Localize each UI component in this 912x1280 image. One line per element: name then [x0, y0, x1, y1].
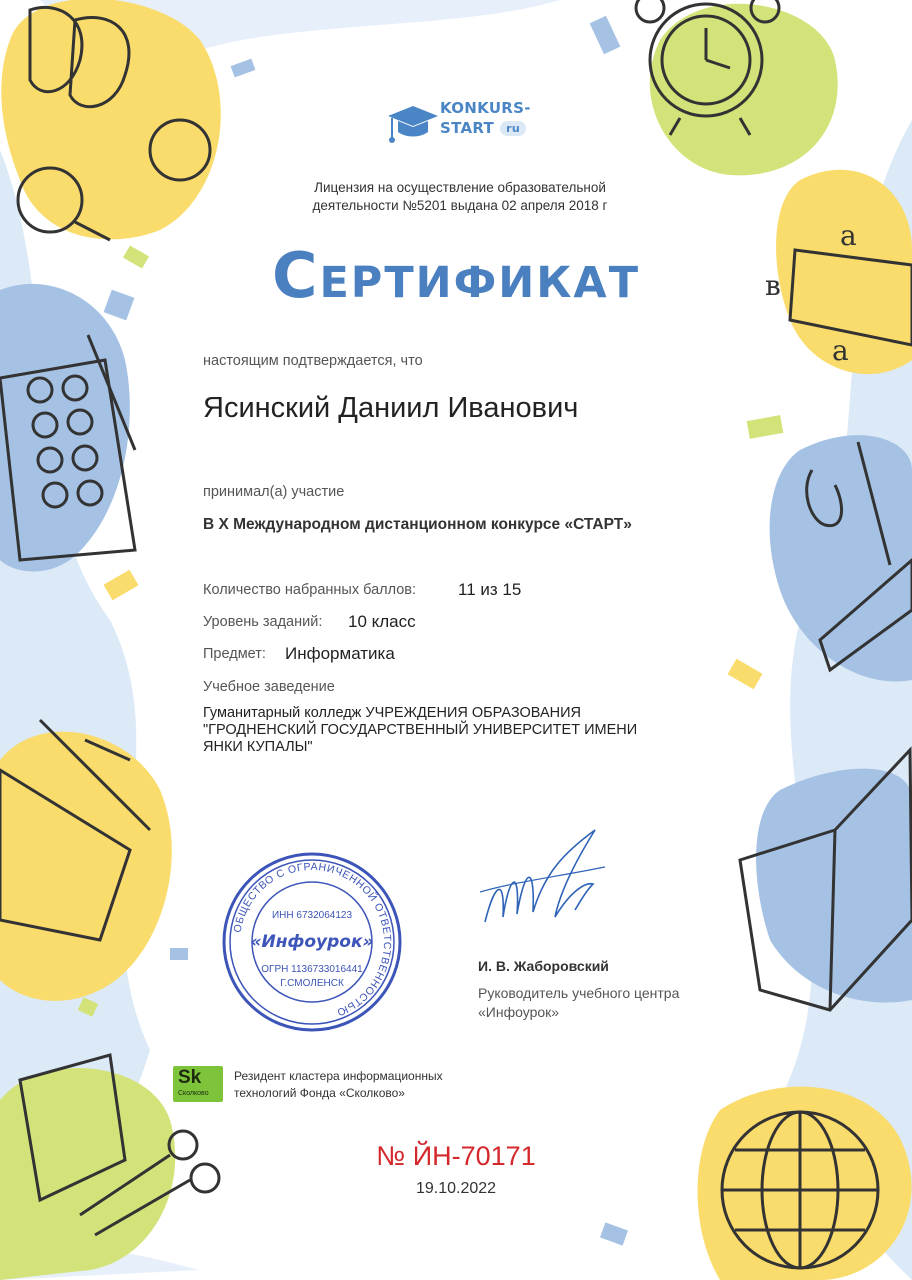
- score-label: Количество набранных баллов:: [203, 582, 417, 598]
- signer-role: [478, 984, 758, 1022]
- signer-role-line2: «Инфоурок»: [478, 1004, 560, 1020]
- institution-name: [203, 705, 673, 756]
- skolkovo-line1: Резидент кластера информационных: [234, 1069, 443, 1083]
- institution-line1: Гуманитарный колледж УЧРЕЖДЕНИЯ ОБРАЗОВАНИЯ: [203, 705, 581, 721]
- certificate-number: № ЙН-70171: [376, 1141, 536, 1171]
- skolkovo-line2: технологий Фонда «Сколково»: [234, 1086, 405, 1100]
- subject-value: Информатика: [285, 644, 395, 663]
- participated-label: принимал(а) участие: [203, 484, 345, 500]
- logo-tld: ru: [500, 121, 526, 136]
- signer-name: И. В. Жаборовский: [478, 958, 609, 974]
- stamp-city: Г.СМОЛЕНСК: [280, 978, 344, 989]
- skolkovo-logo-mark: Sk: [178, 1067, 202, 1088]
- handwritten-signature: [475, 822, 615, 942]
- organization-stamp: [220, 850, 404, 1034]
- stamp-ring-text: ОБЩЕСТВО С ОГРАНИЧЕННОЙ ОТВЕТСТВЕННОСТЬЮ: [231, 860, 394, 1019]
- license-text: [280, 179, 640, 215]
- score-value: 11 из 15: [458, 580, 522, 599]
- license-line1: Лицензия на осуществление образовательной: [314, 180, 606, 195]
- stamp-ogrn: ОГРН 1136733016441: [261, 964, 363, 975]
- certificate-title: Сертификат: [271, 239, 641, 312]
- confirm-text: настоящим подтверждается, что: [203, 353, 423, 369]
- certificate-date: 19.10.2022: [415, 1180, 497, 1197]
- level-label: Уровень заданий:: [203, 614, 323, 630]
- skolkovo-resident-text: [234, 1068, 494, 1102]
- svg-text:a: a: [832, 334, 849, 367]
- site-logo: [440, 98, 531, 138]
- subject-label: Предмет:: [203, 646, 266, 662]
- svg-text:a: a: [840, 219, 857, 252]
- recipient-name: Ясинский Даниил Иванович: [203, 392, 579, 424]
- skolkovo-logo: [173, 1066, 223, 1102]
- institution-label: Учебное заведение: [203, 679, 335, 695]
- signer-role-line1: Руководитель учебного центра: [478, 985, 680, 1001]
- logo-line2: START: [440, 119, 495, 137]
- contest-name: В X Международном дистанционном конкурсе «СТАРТ»: [203, 516, 632, 533]
- stamp-center-text: «Инфоурок»: [250, 932, 374, 952]
- institution-line2: "ГРОДНЕНСКИЙ ГОСУДАРСТВЕННЫЙ УНИВЕРСИТЕТ ИМЕНИ: [203, 722, 638, 738]
- svg-text:в: в: [765, 269, 781, 302]
- graduation-cap-icon: [386, 100, 440, 150]
- institution-line3: ЯНКИ КУПАЛЫ": [203, 739, 313, 755]
- stamp-inn: ИНН 6732064123: [271, 910, 353, 921]
- skolkovo-logo-caption: Сколково: [178, 1090, 209, 1097]
- license-line2: деятельности №5201 выдана 02 апреля 2018 г: [312, 198, 608, 213]
- logo-line1: KONKURS-: [440, 99, 531, 117]
- level-value: 10 класс: [348, 612, 416, 631]
